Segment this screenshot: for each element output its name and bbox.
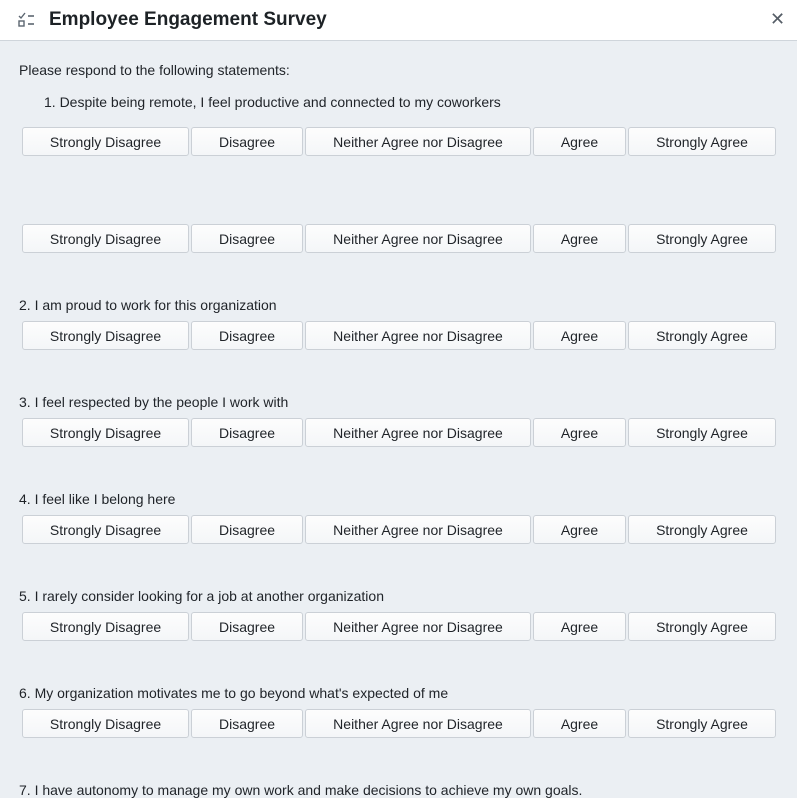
answer-disagree-button[interactable]: Disagree xyxy=(191,321,303,350)
answer-strongly-disagree-button[interactable]: Strongly Disagree xyxy=(22,612,189,641)
answer-strongly-disagree-button[interactable]: Strongly Disagree xyxy=(22,127,189,156)
dialog-title: Employee Engagement Survey xyxy=(49,9,327,30)
answer-neither-agree-nor-disagree-button[interactable]: Neither Agree nor Disagree xyxy=(305,224,531,253)
answer-strongly-disagree-button[interactable]: Strongly Disagree xyxy=(22,321,189,350)
close-icon[interactable]: ✕ xyxy=(770,9,786,29)
question-label: 1. Despite being remote, I feel productive and connected to my coworkers xyxy=(44,94,501,110)
answer-disagree-button[interactable]: Disagree xyxy=(191,127,303,156)
answer-disagree-button[interactable]: Disagree xyxy=(191,612,303,641)
answer-agree-button[interactable]: Agree xyxy=(533,612,626,641)
answer-disagree-button[interactable]: Disagree xyxy=(191,224,303,253)
checklist-icon xyxy=(18,12,40,33)
answer-neither-agree-nor-disagree-button[interactable]: Neither Agree nor Disagree xyxy=(305,127,531,156)
answer-neither-agree-nor-disagree-button[interactable]: Neither Agree nor Disagree xyxy=(305,418,531,447)
answer-agree-button[interactable]: Agree xyxy=(533,418,626,447)
answer-strongly-agree-button[interactable]: Strongly Agree xyxy=(628,612,776,641)
answer-strongly-agree-button[interactable]: Strongly Agree xyxy=(628,224,776,253)
answer-neither-agree-nor-disagree-button[interactable]: Neither Agree nor Disagree xyxy=(305,709,531,738)
answer-agree-button[interactable]: Agree xyxy=(533,127,626,156)
answer-neither-agree-nor-disagree-button[interactable]: Neither Agree nor Disagree xyxy=(305,612,531,641)
question-label: 4. I feel like I belong here xyxy=(19,491,176,507)
answer-strongly-agree-button[interactable]: Strongly Agree xyxy=(628,127,776,156)
answer-strongly-disagree-button[interactable]: Strongly Disagree xyxy=(22,709,189,738)
answer-strongly-agree-button[interactable]: Strongly Agree xyxy=(628,709,776,738)
intro-text: Please respond to the following statements: xyxy=(19,62,290,78)
answer-disagree-button[interactable]: Disagree xyxy=(191,418,303,447)
answer-strongly-disagree-button[interactable]: Strongly Disagree xyxy=(22,418,189,447)
question-label: 2. I am proud to work for this organization xyxy=(19,297,277,313)
question-label: 7. I have autonomy to manage my own work and make decisions to achieve my own goals. xyxy=(19,782,583,798)
answer-disagree-button[interactable]: Disagree xyxy=(191,709,303,738)
answer-agree-button[interactable]: Agree xyxy=(533,224,626,253)
answer-neither-agree-nor-disagree-button[interactable]: Neither Agree nor Disagree xyxy=(305,515,531,544)
answer-strongly-agree-button[interactable]: Strongly Agree xyxy=(628,418,776,447)
question-label: 6. My organization motivates me to go beyond what's expected of me xyxy=(19,685,449,701)
dialog-header xyxy=(0,0,797,41)
answer-strongly-disagree-button[interactable]: Strongly Disagree xyxy=(22,515,189,544)
answer-agree-button[interactable]: Agree xyxy=(533,515,626,544)
question-label: 5. I rarely consider looking for a job at another organization xyxy=(19,588,384,604)
answer-neither-agree-nor-disagree-button[interactable]: Neither Agree nor Disagree xyxy=(305,321,531,350)
answer-strongly-agree-button[interactable]: Strongly Agree xyxy=(628,515,776,544)
answer-strongly-agree-button[interactable]: Strongly Agree xyxy=(628,321,776,350)
answer-strongly-disagree-button[interactable]: Strongly Disagree xyxy=(22,224,189,253)
answer-disagree-button[interactable]: Disagree xyxy=(191,515,303,544)
answer-agree-button[interactable]: Agree xyxy=(533,709,626,738)
answer-agree-button[interactable]: Agree xyxy=(533,321,626,350)
question-label: 3. I feel respected by the people I work with xyxy=(19,394,289,410)
